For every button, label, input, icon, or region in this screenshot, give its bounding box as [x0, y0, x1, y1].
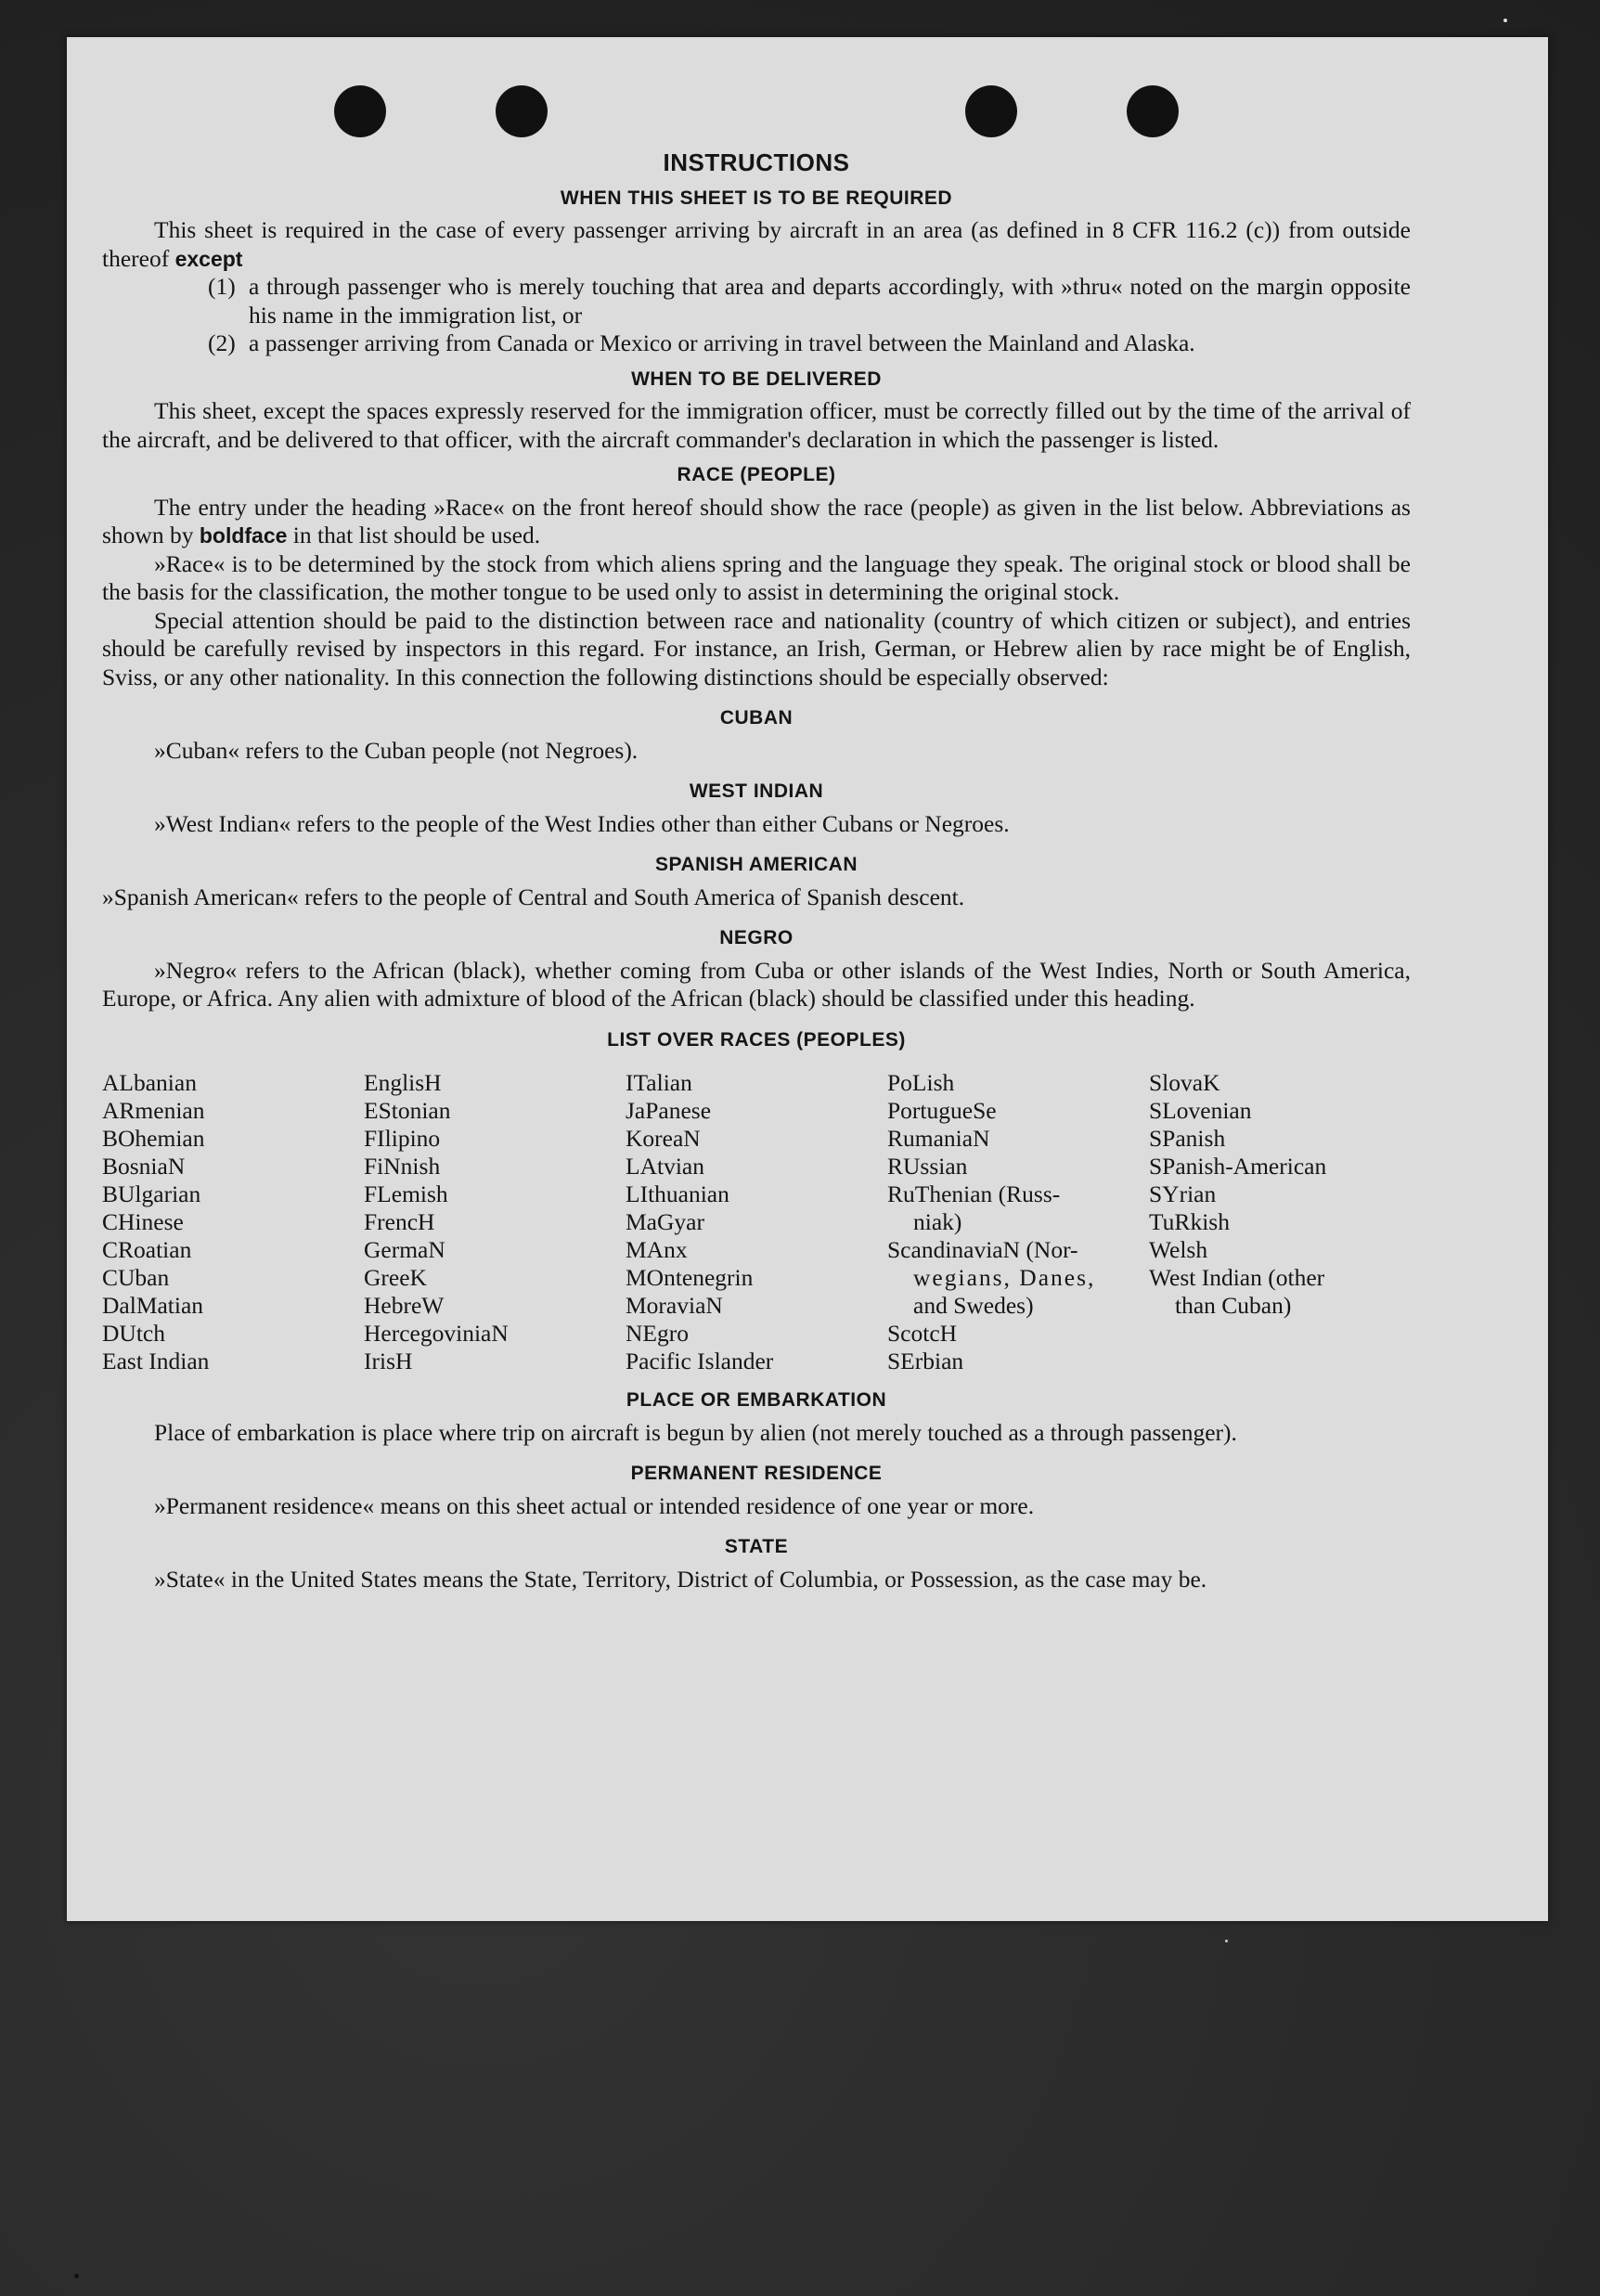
race-column — [626, 1069, 887, 1375]
paragraph: »Race« is to be determined by the stock from which aliens spring and the language they speak. The original stock or blood shall be the basis for the classification, the mother tongue to be used only to assist in determining the original stock. — [102, 549, 1411, 605]
race-entry: MAnx — [626, 1236, 688, 1263]
race-entry: DalMatian — [102, 1292, 204, 1319]
race-entry: KoreaN — [626, 1125, 701, 1152]
race-entry: SYrian — [1149, 1180, 1217, 1207]
section-heading: PLACE OR EMBARKATION — [626, 1389, 887, 1411]
race-entry: TuRkish — [1149, 1208, 1230, 1235]
race-column — [1149, 1069, 1411, 1375]
paragraph: »Cuban« refers to the Cuban people (not Negroes). — [154, 736, 639, 764]
paragraph: »West Indian« refers to the people of the West Indies other than either Cubans or Negroes. — [154, 809, 1010, 837]
list-item — [102, 273, 1411, 329]
race-entry: SPanish-American — [1149, 1153, 1327, 1180]
instructions-content — [102, 148, 1411, 1593]
race-entry: IrisH — [364, 1348, 413, 1374]
race-entry: HercegoviniaN — [364, 1320, 509, 1347]
paragraph: This sheet, except the spaces expressly reserved for the immigration officer, must be correctly filled out by the time of the arrival of the aircraft, and be delivered to that officer, with the aircraft commander's declaration in which the passenger is listed. — [102, 397, 1411, 453]
race-entry: EStonian — [364, 1097, 451, 1124]
race-entry: MoraviaN — [626, 1292, 723, 1319]
race-entry: BOhemian — [102, 1125, 205, 1152]
bold-word: boldface — [199, 523, 288, 548]
race-entry: SlovaK — [1149, 1069, 1220, 1096]
race-column — [887, 1069, 1149, 1375]
section-heading: PERMANENT RESIDENCE — [630, 1463, 883, 1484]
paragraph — [102, 216, 1411, 273]
punch-hole — [965, 85, 1017, 137]
race-entry: RuThenian (Russ- — [887, 1180, 1061, 1207]
race-entry: ScandinaviaN (Nor- — [887, 1236, 1078, 1263]
section-heading: STATE — [724, 1536, 789, 1557]
race-entry: West Indian (other — [1149, 1264, 1325, 1291]
race-entry: CHinese — [102, 1208, 184, 1235]
race-entry-continuation: than Cuban) — [1175, 1292, 1292, 1319]
race-entry: BosniaN — [102, 1153, 186, 1180]
race-entry: SLovenian — [1149, 1097, 1252, 1124]
item-text: a passenger arriving from Canada or Mexico or arriving in travel between the Mainland and Alaska. — [249, 329, 1195, 356]
race-entry-continuation: wegians, Danes, — [913, 1264, 1096, 1291]
paragraph: Place of embarkation is place where trip on aircraft is begun by alien (not merely touched as a through passenger). — [154, 1418, 1237, 1446]
race-entry: FIlipino — [364, 1125, 441, 1152]
race-entry: LAtvian — [626, 1153, 704, 1180]
race-list — [102, 1069, 1411, 1375]
race-entry: BUlgarian — [102, 1180, 201, 1207]
race-entry: MOntenegrin — [626, 1264, 754, 1291]
item-text: a through passenger who is merely touching that area and departs accordingly, with »thru« noted on the margin opposite his name in the immigration list, or — [249, 273, 1411, 329]
race-entry: GermaN — [364, 1236, 445, 1263]
paragraph: »State« in the United States means the State, Territory, District of Columbia, or Possession, as the case may be. — [154, 1565, 1207, 1593]
punch-hole — [1127, 85, 1179, 137]
race-entry: HebreW — [364, 1292, 445, 1319]
race-entry: Welsh — [1149, 1236, 1208, 1263]
race-column — [102, 1069, 364, 1375]
item-number: (2) — [208, 329, 236, 356]
race-entry: ALbanian — [102, 1069, 197, 1096]
paragraph-text: in that list should be used. — [292, 522, 541, 548]
punch-hole — [334, 85, 386, 137]
paragraph: »Permanent residence« means on this sheet actual or intended residence of one year or more. — [154, 1491, 1035, 1519]
race-entry-continuation: niak) — [913, 1208, 962, 1235]
race-entry: ITalian — [626, 1069, 692, 1096]
dust-speck — [1225, 1940, 1228, 1942]
race-entry: SPanish — [1149, 1125, 1226, 1152]
paragraph: »Spanish American« refers to the people of Central and South America of Spanish descent. — [102, 883, 965, 910]
race-entry: NEgro — [626, 1320, 689, 1347]
race-entry: FiNnish — [364, 1153, 441, 1180]
paragraph — [102, 494, 1411, 550]
section-heading: LIST OVER RACES (PEOPLES) — [607, 1028, 906, 1051]
race-entry: EnglisH — [364, 1069, 442, 1096]
paragraph-text: This sheet is required in the case of every passenger arriving by aircraft in an area (as defined in 8 CFR 116.2 (c)) from outside thereof — [102, 216, 1411, 272]
race-entry: LIthuanian — [626, 1180, 729, 1207]
race-entry: SErbian — [887, 1348, 964, 1374]
race-entry: JaPanese — [626, 1097, 712, 1124]
race-entry: RumaniaN — [887, 1125, 990, 1152]
section-heading: SPANISH AMERICAN — [654, 854, 858, 875]
paragraph: »Negro« refers to the African (black), whether coming from Cuba or other islands of the West Indies, North or South America, Europe, or Africa. Any alien with admixture of blood of the African (black) should be classified under this heading. — [102, 956, 1411, 1012]
section-heading: RACE (PEOPLE) — [677, 464, 836, 485]
race-entry: Pacific Islander — [626, 1348, 774, 1374]
section-heading: CUBAN — [719, 707, 794, 729]
race-entry: PoLish — [887, 1069, 955, 1096]
paragraph-text: The entry under the heading »Race« on the front hereof should show the race (people) as given in the list below. Abbreviations as shown by — [102, 493, 1411, 548]
section-heading: WEST INDIAN — [689, 780, 824, 802]
race-entry: FrencH — [364, 1208, 435, 1235]
list-item — [102, 329, 1411, 358]
race-entry: PortugueSe — [887, 1097, 997, 1124]
page-title: INSTRUCTIONS — [663, 148, 850, 176]
race-entry: FLemish — [364, 1180, 448, 1207]
race-entry: CRoatian — [102, 1236, 192, 1263]
race-entry: CUban — [102, 1264, 170, 1291]
race-entry-continuation: and Swedes) — [913, 1292, 1034, 1319]
bold-word: except — [174, 246, 243, 271]
race-entry: RUssian — [887, 1153, 968, 1180]
race-entry: East Indian — [102, 1348, 210, 1374]
race-column — [364, 1069, 626, 1375]
section-heading: NEGRO — [719, 927, 794, 948]
paragraph: Special attention should be paid to the distinction between race and nationality (country of which citizen or subject), and entries should be carefully revised by inspectors in this regard. For instance, an Irish, German, or Hebrew alien by race might be of English, Sviss, or any other nationality. In this connection the following distinctions should be especially observed: — [102, 606, 1411, 690]
document-sheet — [67, 37, 1548, 1921]
race-entry: MaGyar — [626, 1208, 704, 1235]
punch-hole — [496, 85, 548, 137]
race-entry: ScotcH — [887, 1320, 958, 1347]
section-heading: WHEN TO BE DELIVERED — [631, 368, 882, 390]
race-entry: GreeK — [364, 1264, 427, 1291]
dust-speck — [74, 2274, 79, 2278]
item-number: (1) — [208, 273, 236, 300]
dust-speck — [1503, 19, 1507, 22]
section-heading: WHEN THIS SHEET IS TO BE REQUIRED — [560, 187, 953, 209]
race-entry: DUtch — [102, 1320, 165, 1347]
race-entry: ARmenian — [102, 1097, 205, 1124]
